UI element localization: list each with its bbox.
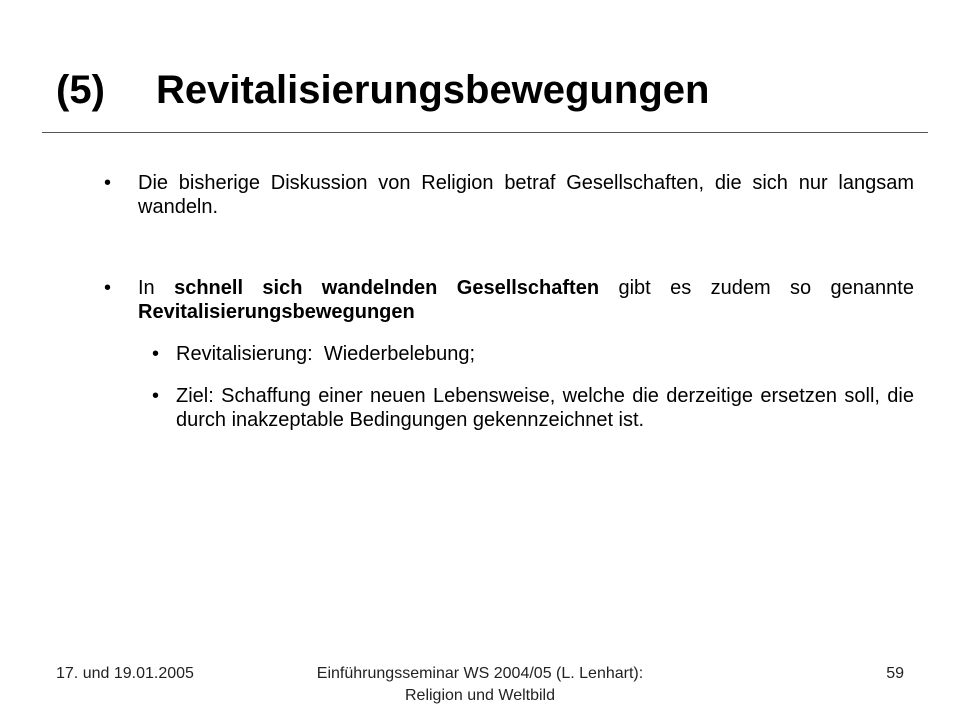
title-number: (5) — [56, 68, 105, 112]
bullet-text-part: gibt es zudem so genannte — [599, 277, 914, 299]
footer-course-line2: Religion und Weltbild — [404, 687, 555, 704]
bullet-item — [104, 171, 914, 219]
bullet-bold-phrase: schnell sich wandelnden Gesellschaften — [174, 277, 600, 299]
sub-bullet-item — [152, 384, 914, 432]
sub-bullet-text: Revitalisierung: Wiederbelebung; — [176, 343, 476, 365]
bullet-dot-icon: • — [152, 343, 160, 365]
bullet-dot-icon: • — [104, 277, 112, 299]
bullet-dot-icon: • — [152, 385, 160, 407]
title-divider — [42, 132, 928, 133]
slide-title — [56, 66, 709, 114]
footer-course-line1: Einführungsseminar WS 2004/05 (L. Lenhart): — [316, 665, 644, 682]
bullet-text-part: In — [138, 277, 175, 299]
title-text: Revitalisierungsbewegungen — [156, 68, 710, 112]
footer-date: 17. und 19.01.2005 — [56, 665, 194, 682]
bullet-bold-phrase: Revitalisierungsbewegungen — [138, 301, 415, 323]
sub-bullet-item — [152, 342, 914, 366]
footer-course — [230, 663, 730, 707]
footer-page-number: 59 — [886, 665, 904, 682]
bullet-item — [104, 276, 914, 324]
bullet-dot-icon: • — [104, 172, 112, 194]
sub-bullet-text: Ziel: Schaffung einer neuen Lebensweise, welche die derzeitige ersetzen soll, die durch inakzeptable Bedingungen gekennzeichnet ist. — [176, 385, 914, 431]
slide-body — [104, 171, 914, 432]
bullet-text: Die bisherige Diskussion von Religion betraf Gesellschaften, die sich nur langsam wandeln. — [138, 172, 914, 218]
